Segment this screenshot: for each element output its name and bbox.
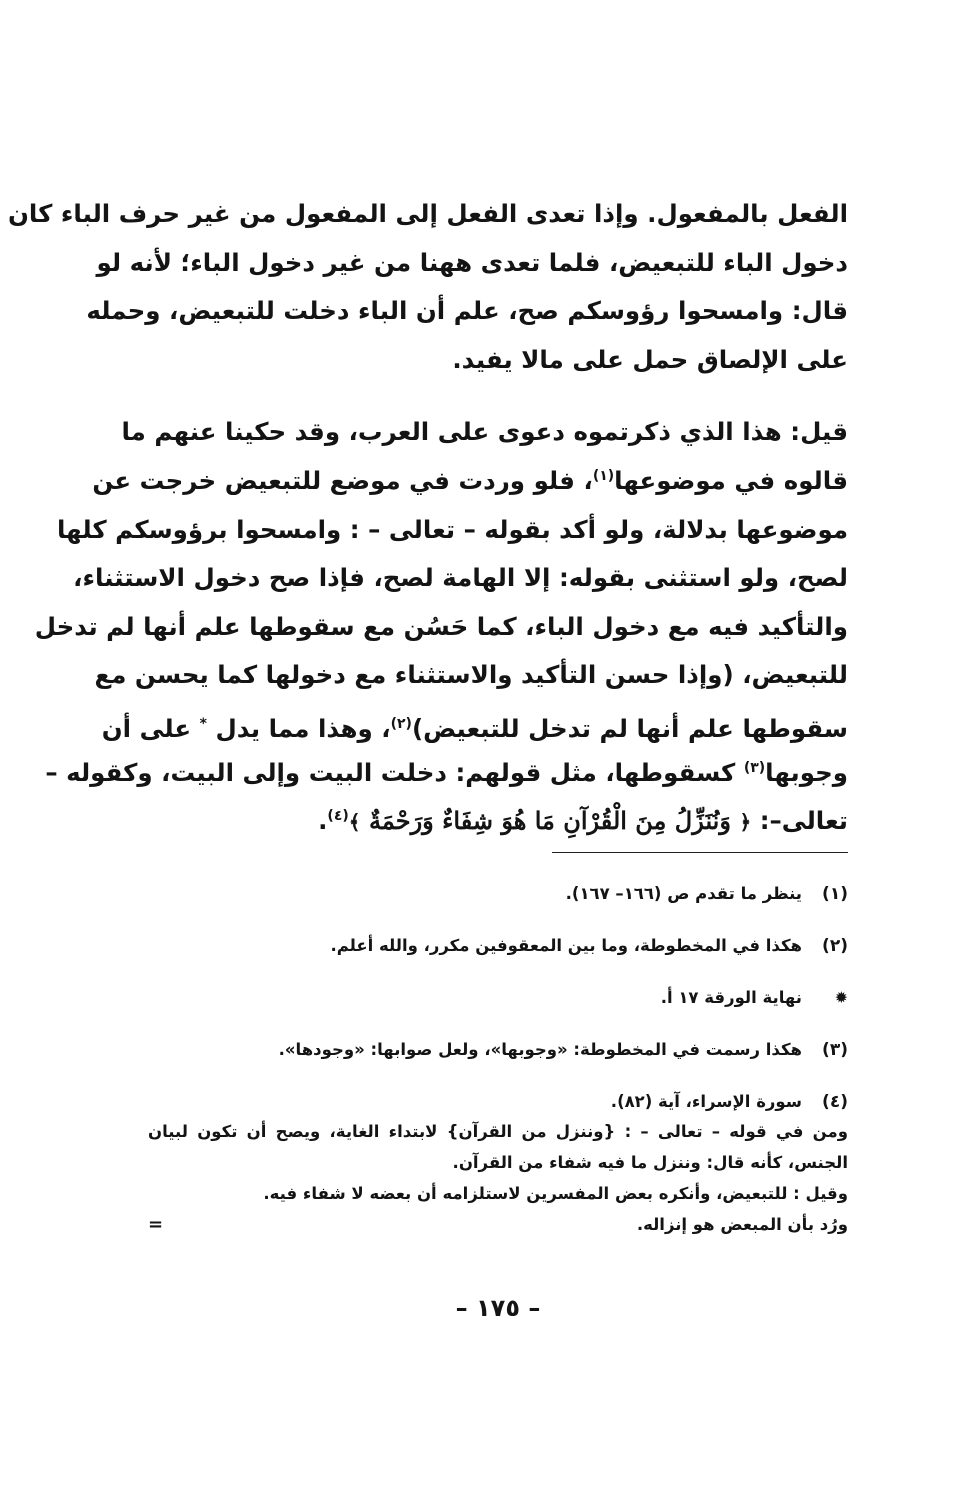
text-line: على الإلصاق حمل على مالا يفيد. <box>452 344 848 374</box>
line-text: ، فلو وردت في موضع للتبعيض خرجت عن <box>92 465 593 495</box>
footnote-line: الجنس، كأنه قال: وننزل ما فيه شفاء من القرآن. <box>452 1153 848 1172</box>
quran-verse: وَنُنَزِّلُ مِنَ الْقُرْآنِ مَا هُوَ شِفَاءٌ وَرَحْمَةٌ <box>369 806 731 836</box>
line-text: : هذا الذي ذكرتموه دعوى على العرب، وقد حكينا عنهم ما <box>121 417 801 447</box>
footnote-text: هكذا رسمت في المخطوطة: «وجوبها»، ولعل صوابها: «وجودها». <box>278 1040 802 1059</box>
text-line: لصح، ولو استثنى بقوله: إلا الهامة لصح، فإذا صح دخول الاستثناء، <box>73 563 848 593</box>
footnote-number: (٢) <box>822 936 848 956</box>
page-number: – ١٧٥ – <box>455 1294 541 1322</box>
footnote-item <box>148 880 848 932</box>
footnote-number: (٤) <box>822 1092 848 1112</box>
footnote-line: ومن في قوله – تعالى – : {وننزل من القرآن} لابتداء الغاية، ويصح أن تكون لبيان <box>148 1122 848 1141</box>
footnote-ref-3: (٣) <box>743 759 766 776</box>
footnote-number: (٣) <box>822 1040 848 1060</box>
footnote-item <box>148 1036 848 1088</box>
footnote-item <box>148 984 848 1036</box>
text-line: والتأكيد فيه مع دخول الباء، كما حَسُن مع سقوطها علم أنها لم تدخل <box>34 611 848 641</box>
main-text <box>7 190 848 846</box>
text-line <box>101 700 848 749</box>
footnote-number: (١) <box>822 884 848 904</box>
text-line <box>45 749 848 798</box>
footnote-item <box>148 932 848 984</box>
keyword-qila: قيل <box>800 417 848 447</box>
continuation-mark: = <box>148 1214 164 1235</box>
text-line: قال: وامسحوا رؤوسكم صح، علم أن الباء دخلت للتبعيض، وحمله <box>86 296 848 326</box>
footnote-text: سورة الإسراء، آية (٨٢). <box>610 1092 802 1111</box>
text-line <box>121 408 848 457</box>
line-text: كسقوطها، مثل قولهم: دخلت البيت وإلى البيت، وكقوله – <box>45 757 736 787</box>
book-page <box>7 0 848 1494</box>
footnote-text: ينظر ما تقدم ص (١٦٦– ١٦٧). <box>565 884 802 903</box>
text-line <box>148 797 848 846</box>
footnote-ref-4: (٤) <box>327 807 349 824</box>
line-text: سقوطها علم أنها لم تدخل للتبعيض) <box>411 714 848 744</box>
line-text: قالوه في موضوعها <box>614 465 848 495</box>
line-text: تعالى–: <box>759 806 848 836</box>
footnote-separator <box>552 852 848 853</box>
paragraph-2 <box>34 408 848 845</box>
footnote-item <box>148 1088 848 1116</box>
ornate-bracket-close: ﴾ <box>348 810 361 835</box>
text-line: دخول الباء للتبعيض، فلما تعدى ههنا من غير دخول الباء؛ لأنه لو <box>96 247 848 277</box>
footnote-ref-1: (١) <box>592 467 615 484</box>
footnote-ref-2: (٢) <box>390 715 412 732</box>
line-text: على أن <box>101 714 192 744</box>
text-line <box>92 457 848 506</box>
paragraph-1 <box>7 190 848 384</box>
footnote-text: نهاية الورقة ١٧ أ. <box>660 988 802 1007</box>
text-line: الفعل بالمفعول. وإذا تعدى الفعل إلى المفعول من غير حرف الباء كان <box>7 199 848 228</box>
footnotes <box>148 880 848 1240</box>
line-text: وجوبها <box>765 757 848 787</box>
footnote-line: وقيل : للتبعيض، وأنكره بعض المفسرين لاستلزامه أن بعضه لا شفاء فيه. <box>263 1184 848 1203</box>
ornate-bracket-open: ﴿ <box>739 810 752 835</box>
star-marker-icon: ✹ <box>834 988 848 1007</box>
footnote-last-row <box>148 1209 848 1240</box>
line-text: ، وهذا مما يدل <box>215 714 391 744</box>
footnote-text: هكذا في المخطوطة، وما بين المعقوفين مكرر، والله أعلم. <box>330 936 802 955</box>
footnote-line: ورُد بأن المبعض هو إنزاله. <box>636 1215 848 1234</box>
leaf-marker-star: * <box>199 715 207 732</box>
footnote-4-commentary <box>148 1116 848 1240</box>
line-text: . <box>318 806 328 836</box>
text-line: للتبعيض، (وإذا حسن التأكيد والاستثناء مع دخولها كما يحسن مع <box>94 660 848 690</box>
text-line: موضوعها بدلالة، ولو أكد بقوله – تعالى – : وامسحوا برؤوسكم كلها <box>56 514 848 544</box>
